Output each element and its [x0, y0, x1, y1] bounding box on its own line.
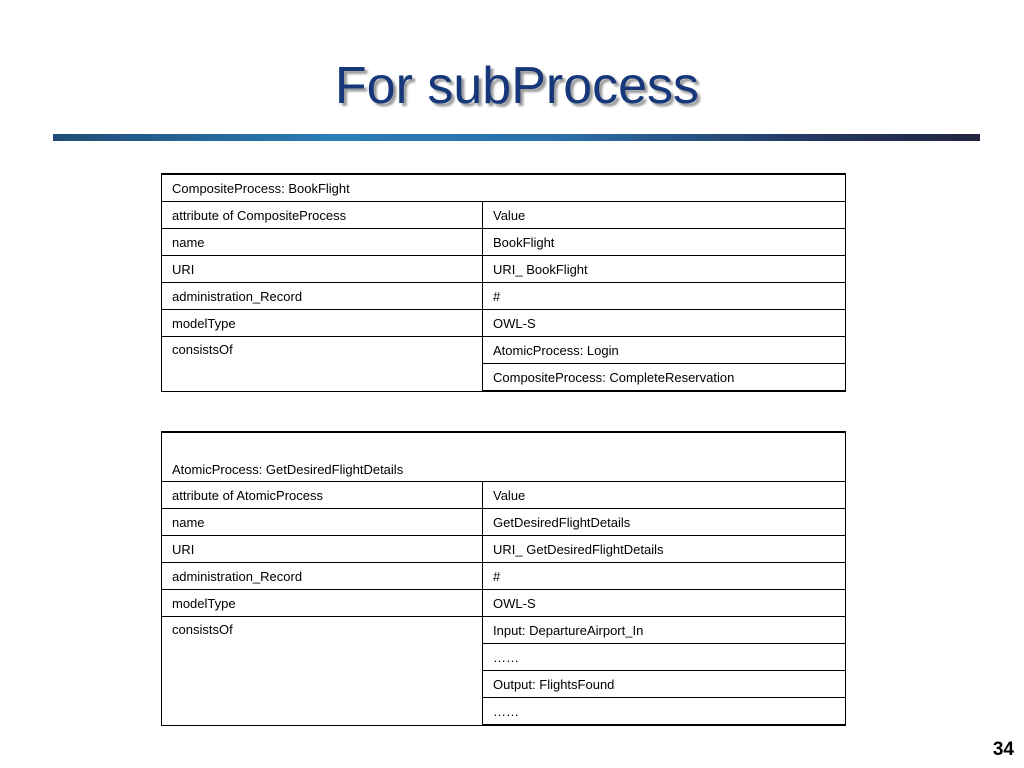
- attribute-cell-consists-of: consistsOf: [162, 617, 483, 726]
- column-header-attribute: attribute of CompositeProcess: [162, 202, 483, 229]
- table-row: [162, 590, 846, 617]
- value-cell: ……: [483, 644, 846, 671]
- column-header-value: Value: [483, 482, 846, 509]
- attribute-cell: administration_Record: [162, 283, 483, 310]
- table-row: [162, 283, 846, 310]
- value-cell: OWL-S: [483, 590, 846, 617]
- attribute-cell: URI: [162, 256, 483, 283]
- attribute-cell: modelType: [162, 590, 483, 617]
- value-cell: ……: [483, 698, 846, 726]
- column-header-attribute: attribute of AtomicProcess: [162, 482, 483, 509]
- table-header: AtomicProcess: GetDesiredFlightDetails: [162, 432, 846, 482]
- value-cell: BookFlight: [483, 229, 846, 256]
- table-row: [162, 536, 846, 563]
- attribute-cell: URI: [162, 536, 483, 563]
- value-cell: #: [483, 563, 846, 590]
- table-header-row: [162, 174, 846, 202]
- slide-title: For subProcess: [334, 57, 700, 115]
- table-row: [162, 337, 846, 364]
- table-row: [162, 482, 846, 509]
- value-cell: URI_ GetDesiredFlightDetails: [483, 536, 846, 563]
- value-cell: AtomicProcess: Login: [483, 337, 846, 364]
- atomic-process-table: [161, 431, 846, 726]
- column-header-value: Value: [483, 202, 846, 229]
- table-header: CompositeProcess: BookFlight: [162, 174, 846, 202]
- value-cell: Input: DepartureAirport_In: [483, 617, 846, 644]
- table-header-row: [162, 432, 846, 482]
- table-row: [162, 617, 846, 644]
- table-row: [162, 229, 846, 256]
- value-cell: #: [483, 283, 846, 310]
- attribute-cell: administration_Record: [162, 563, 483, 590]
- attribute-cell: name: [162, 509, 483, 536]
- title-underline-bar: [53, 134, 980, 141]
- value-cell: URI_ BookFlight: [483, 256, 846, 283]
- attribute-cell: name: [162, 229, 483, 256]
- value-cell: CompositeProcess: CompleteReservation: [483, 364, 846, 392]
- table-row: [162, 202, 846, 229]
- value-cell: Output: FlightsFound: [483, 671, 846, 698]
- value-cell: OWL-S: [483, 310, 846, 337]
- value-cell: GetDesiredFlightDetails: [483, 509, 846, 536]
- attribute-cell-consists-of: consistsOf: [162, 337, 483, 392]
- attribute-cell: modelType: [162, 310, 483, 337]
- table-row: [162, 310, 846, 337]
- table-row: [162, 256, 846, 283]
- table-row: [162, 509, 846, 536]
- composite-process-table: [161, 173, 846, 392]
- table-row: [162, 563, 846, 590]
- page-number: 34: [992, 739, 1014, 760]
